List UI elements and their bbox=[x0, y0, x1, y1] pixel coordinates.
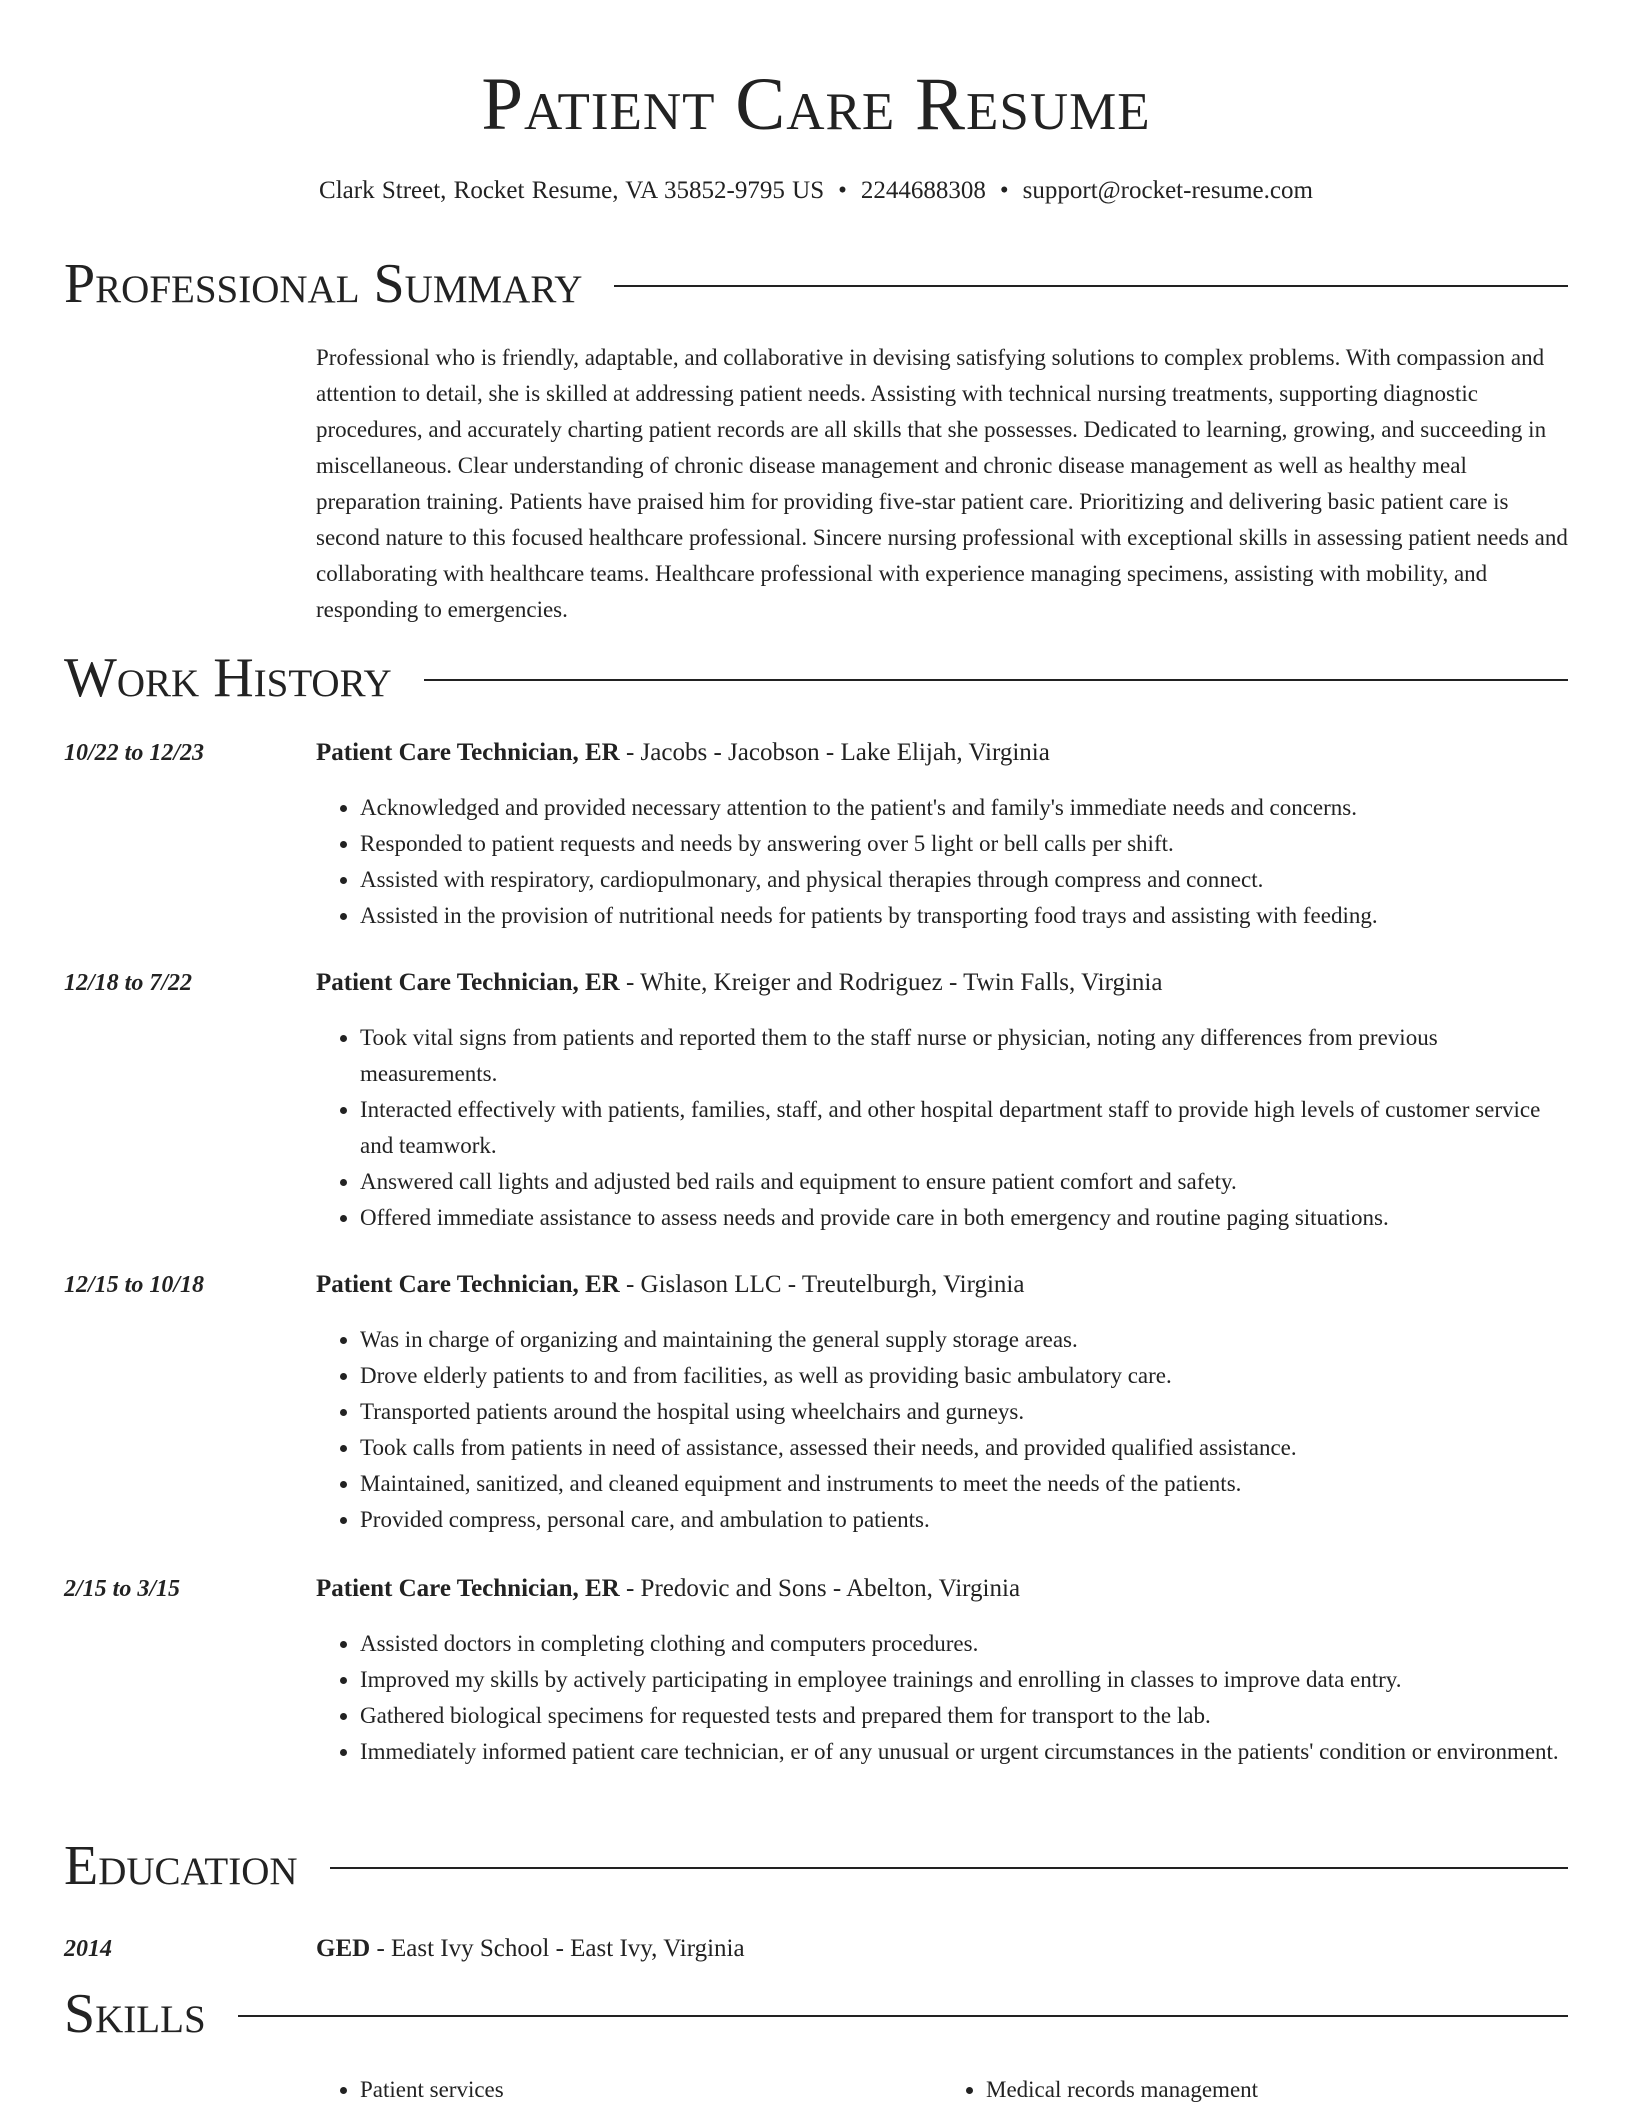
job-bullet: • Transported patients around the hospital using wheelchairs and gurneys. bbox=[360, 1394, 1568, 1430]
job-details: - Gislason LLC - Treutelburgh, Virginia bbox=[619, 1271, 1025, 1298]
section-header-skills bbox=[64, 1982, 1568, 2046]
education-heading bbox=[316, 1932, 745, 1966]
summary-text: Professional who is friendly, adaptable, and collaborative in devising satisfying solutions to complex problems. With compassion and attention to detail, she is skilled at addressing patient needs. Assisting with technical nursing treatments, supporting diagnostic procedures, and accurately charting patient records are all skills that she possesses. Dedicated to learning, growing, and succeeding in miscellaneous. Clear understanding of chronic disease management and chronic disease management as well as healthy meal preparation training. Patients have praised him for providing five-star patient care. Prioritizing and delivering basic patient care is second nature to this focused healthcare professional. Sincere nursing professional with exceptional skills in assessing patient needs and collaborating with healthcare teams. Healthcare professional with experience managing specimens, assisting with mobility, and responding to emergencies. bbox=[316, 345, 1568, 622]
job-bullet: • Provided compress, personal care, and ambulation to patients. bbox=[360, 1502, 1568, 1538]
job-date: 2/15 to 3/15 bbox=[64, 1576, 181, 1602]
job-bullet: • Offered immediate assistance to assess needs and provide care in both emergency and routine paging situations. bbox=[360, 1200, 1568, 1236]
job-bullet: • Improved my skills by actively participating in employee trainings and enrolling in classes to improve data entry. bbox=[360, 1662, 1568, 1698]
section-header-work bbox=[64, 646, 1568, 710]
education-date: 2014 bbox=[64, 1936, 112, 1962]
job-bullet: • Was in charge of organizing and maintaining the general supply storage areas. bbox=[360, 1322, 1568, 1358]
skills-column-left bbox=[316, 2072, 942, 2108]
job-bullet: • Immediately informed patient care technician, er of any unusual or urgent circumstances in the patients' condition or environment. bbox=[360, 1734, 1568, 1770]
job-bullet: • Assisted in the provision of nutritional needs for patients by transporting food trays and assisting with feeding. bbox=[360, 898, 1568, 934]
contact-address: Clark Street, Rocket Resume, VA 35852-9795 US bbox=[319, 177, 825, 204]
section-title-summary: Professional Summary bbox=[64, 253, 583, 315]
job-role: Patient Care Technician, ER bbox=[316, 739, 620, 766]
contact-separator: • bbox=[838, 177, 847, 204]
job-heading bbox=[316, 1268, 1568, 1302]
job-heading bbox=[316, 1572, 1568, 1606]
job-bullets bbox=[316, 1020, 1568, 1236]
resume-title: Patient Care Resume bbox=[481, 63, 1151, 146]
section-divider bbox=[614, 285, 1568, 287]
contact-line bbox=[0, 174, 1632, 208]
section-title-work: Work History bbox=[64, 647, 392, 709]
job-date: 12/15 to 10/18 bbox=[64, 1272, 205, 1298]
skill-item: • Patient services bbox=[360, 2072, 942, 2108]
job-bullets bbox=[316, 1626, 1568, 1770]
job-bullet: • Interacted effectively with patients, families, staff, and other hospital department staff to provide high levels of customer service and teamwork. bbox=[360, 1092, 1568, 1164]
section-divider bbox=[424, 679, 1568, 681]
job-bullet: • Took calls from patients in need of assistance, assessed their needs, and provided qualified assistance. bbox=[360, 1430, 1568, 1466]
contact-email: support@rocket-resume.com bbox=[1022, 177, 1313, 204]
job-bullets bbox=[316, 1322, 1568, 1538]
section-header-summary bbox=[64, 252, 1568, 316]
job-details: - White, Kreiger and Rodriguez - Twin Falls, Virginia bbox=[619, 969, 1163, 996]
section-header-education bbox=[64, 1834, 1568, 1898]
job-bullet: • Took vital signs from patients and reported them to the staff nurse or physician, noting any differences from previous measurements. bbox=[360, 1020, 1568, 1092]
contact-separator: • bbox=[999, 177, 1009, 204]
job-bullet: • Responded to patient requests and needs by answering over 5 light or bell calls per shift. bbox=[360, 826, 1568, 862]
job-bullet: • Gathered biological specimens for requested tests and prepared them for transport to the lab. bbox=[360, 1698, 1568, 1734]
skills-column-right bbox=[942, 2072, 1568, 2108]
job-bullet: • Drove elderly patients to and from facilities, as well as providing basic ambulatory care. bbox=[360, 1358, 1568, 1394]
contact-phone: 2244688308 bbox=[860, 177, 986, 204]
job-bullets bbox=[316, 790, 1568, 934]
skill-item: • Medical records management bbox=[986, 2072, 1568, 2108]
job-details: - Jacobs - Jacobson - Lake Elijah, Virginia bbox=[619, 739, 1050, 766]
section-title-education: Education bbox=[64, 1835, 298, 1897]
section-divider bbox=[238, 2015, 1568, 2017]
job-bullet: • Maintained, sanitized, and cleaned equipment and instruments to meet the needs of the patients. bbox=[360, 1466, 1568, 1502]
job-bullet: • Acknowledged and provided necessary attention to the patient's and family's immediate needs and concerns. bbox=[360, 790, 1568, 826]
job-role: Patient Care Technician, ER bbox=[316, 1575, 620, 1602]
section-title-skills: Skills bbox=[64, 1983, 206, 2045]
job-heading bbox=[316, 736, 1568, 770]
job-date: 12/18 to 7/22 bbox=[64, 970, 193, 996]
job-bullet: • Answered call lights and adjusted bed rails and equipment to ensure patient comfort and safety. bbox=[360, 1164, 1568, 1200]
education-details: - East Ivy School - East Ivy, Virginia bbox=[370, 1935, 745, 1962]
job-bullet: • Assisted with respiratory, cardiopulmonary, and physical therapies through compress and connect. bbox=[360, 862, 1568, 898]
section-divider bbox=[330, 1867, 1568, 1869]
job-heading bbox=[316, 966, 1568, 1000]
job-role: Patient Care Technician, ER bbox=[316, 1271, 620, 1298]
education-degree: GED bbox=[316, 1935, 371, 1962]
skills-list bbox=[316, 2072, 1568, 2108]
job-role: Patient Care Technician, ER bbox=[316, 969, 620, 996]
job-details: - Predovic and Sons - Abelton, Virginia bbox=[619, 1575, 1021, 1602]
job-bullet: • Assisted doctors in completing clothing and computers procedures. bbox=[360, 1626, 1568, 1662]
job-date: 10/22 to 12/23 bbox=[64, 740, 205, 766]
